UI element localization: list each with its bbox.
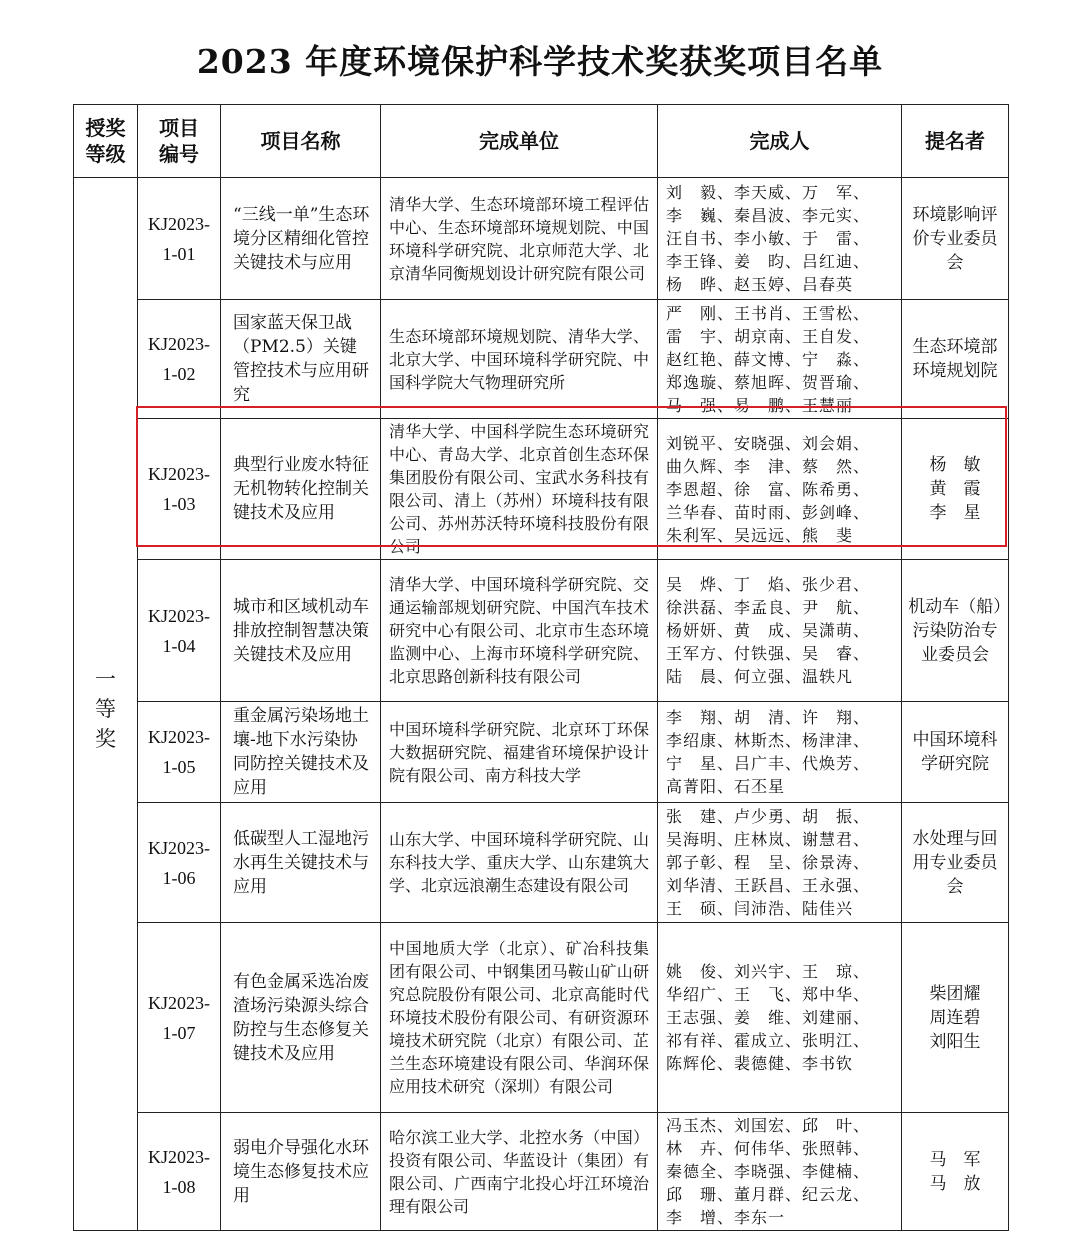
- nominator: 生态环境部环境规划院: [902, 300, 1009, 419]
- nominator: 水处理与回用专业委员会: [902, 803, 1009, 923]
- nominator: 中国环境科学研究院: [902, 702, 1009, 803]
- table-row: [74, 419, 1009, 560]
- completers: 吴 烨、丁 焰、张少君、 徐洪磊、李孟良、尹 航、 杨妍妍、黄 成、吴潇萌、 王军方、付铁强、吴 睿、 陆 晨、何立强、温轶凡: [658, 560, 902, 702]
- header-code: 项目 编号: [138, 105, 221, 178]
- table-row: [74, 560, 1009, 702]
- project-code: KJ2023- 1-04: [138, 560, 221, 702]
- completion-units: 清华大学、中国科学院生态环境研究中心、青岛大学、北京首创生态环保集团股份有限公司、宝武水务科技有限公司、清上（苏州）环境科技有限公司、苏州苏沃特环境科技股份有限公司: [381, 419, 658, 560]
- header-nominator: 提名者: [902, 105, 1009, 178]
- project-name: 低碳型人工湿地污水再生关键技术与应用: [221, 803, 381, 923]
- project-code: KJ2023- 1-03: [138, 419, 221, 560]
- table-row: [74, 300, 1009, 419]
- nominator: 马 军 马 放: [902, 1113, 1009, 1231]
- header-people: 完成人: [658, 105, 902, 178]
- header-unit: 完成单位: [381, 105, 658, 178]
- project-name: 国家蓝天保卫战（PM2.5）关键管控技术与应用研究: [221, 300, 381, 419]
- project-name: 有色金属采选冶废渣场污染源头综合防控与生态修复关键技术及应用: [221, 923, 381, 1113]
- project-code: KJ2023- 1-08: [138, 1113, 221, 1231]
- completers: 刘锐平、安晓强、刘会娟、 曲久辉、李 津、蔡 然、 李恩超、徐 富、陈希勇、 兰华春、苗时雨、彭剑峰、 朱利军、吴远远、熊 斐: [658, 419, 902, 560]
- table-row: [74, 178, 1009, 300]
- award-table: [73, 104, 1009, 1231]
- completion-units: 清华大学、中国环境科学研究院、交通运输部规划研究院、中国汽车技术研究中心有限公司、北京市生态环境监测中心、上海市环境科学研究院、北京思路创新科技有限公司: [381, 560, 658, 702]
- nominator: 机动车（船）污染防治专业委员会: [902, 560, 1009, 702]
- completers: 李 翔、胡 清、许 翔、 李绍康、林斯杰、杨津津、 宁 星、吕广丰、代焕芳、 高菁阳、石丕星: [658, 702, 902, 803]
- project-code: KJ2023- 1-07: [138, 923, 221, 1113]
- header-name: 项目名称: [221, 105, 381, 178]
- completion-units: 清华大学、生态环境部环境工程评估中心、生态环境部环境规划院、中国环境科学研究院、北京师范大学、北京清华同衡规划设计研究院有限公司: [381, 178, 658, 300]
- completers: 冯玉杰、刘国宏、邱 叶、 林 卉、何伟华、张照韩、 秦德全、李晓强、李健楠、 邱 珊、董月群、纪云龙、 李 增、李东一: [658, 1113, 902, 1231]
- project-name: 典型行业废水特征无机物转化控制关键技术及应用: [221, 419, 381, 560]
- table-row: [74, 923, 1009, 1113]
- table-row: [74, 1113, 1009, 1231]
- completers: 张 建、卢少勇、胡 振、 吴海明、庄林岚、谢慧君、 郭子彰、程 呈、徐景涛、 刘华清、王跃昌、王永强、 王 硕、闫沛浩、陆佳兴: [658, 803, 902, 923]
- completion-units: 生态环境部环境规划院、清华大学、北京大学、中国环境科学研究院、中国科学院大气物理研究所: [381, 300, 658, 419]
- table-row: [74, 702, 1009, 803]
- project-name: “三线一单”生态环境分区精细化管控关键技术与应用: [221, 178, 381, 300]
- project-code: KJ2023- 1-05: [138, 702, 221, 803]
- header-row: [74, 105, 1009, 178]
- project-code: KJ2023- 1-01: [138, 178, 221, 300]
- completion-units: 山东大学、中国环境科学研究院、山东科技大学、重庆大学、山东建筑大学、北京远浪潮生态建设有限公司: [381, 803, 658, 923]
- completion-units: 中国环境科学研究院、北京环丁环保大数据研究院、福建省环境保护设计院有限公司、南方科技大学: [381, 702, 658, 803]
- completers: 刘 毅、李天威、万 军、 李 巍、秦昌波、李元实、 汪自书、李小敏、于 雷、 李王锋、姜 昀、吕红迪、 杨 晔、赵玉婷、吕春英: [658, 178, 902, 300]
- project-code: KJ2023- 1-06: [138, 803, 221, 923]
- project-code: KJ2023- 1-02: [138, 300, 221, 419]
- nominator: 柴团耀 周连碧 刘阳生: [902, 923, 1009, 1113]
- project-name: 重金属污染场地土壤-地下水污染协同防控关键技术及应用: [221, 702, 381, 803]
- completion-units: 哈尔滨工业大学、北控水务（中国）投资有限公司、华蓝设计（集团）有限公司、广西南宁北投心圩江环境治理有限公司: [381, 1113, 658, 1231]
- completion-units: 中国地质大学（北京）、矿冶科技集团有限公司、中钢集团马鞍山矿山研究总院股份有限公司、北京高能时代环境技术股份有限公司、有研资源环境技术研究院（北京）有限公司、芷兰生态环境建设有限公司、华润环保应用技术研究（深圳）有限公司: [381, 923, 658, 1113]
- table-row: [74, 803, 1009, 923]
- completers: 姚 俊、刘兴宇、王 琼、 华绍广、王 飞、郑中华、 王志强、姜 维、刘建丽、 祁有祥、霍成立、张明江、 陈辉伦、裴德健、李书钦: [658, 923, 902, 1113]
- nominator: 杨 敏 黄 霞 李 星: [902, 419, 1009, 560]
- document-title: 2023 年度环境保护科学技术奖获奖项目名单: [196, 42, 884, 81]
- nominator: 环境影响评价专业委员会: [902, 178, 1009, 300]
- project-name: 弱电介导强化水环境生态修复技术应用: [221, 1113, 381, 1231]
- project-name: 城市和区域机动车排放控制智慧决策关键技术及应用: [221, 560, 381, 702]
- completers: 严 刚、王书肖、王雪松、 雷 宇、胡京南、王自发、 赵红艳、薛文博、宁 淼、 郑逸璇、蔡旭晖、贺晋瑜、 马 强、易 鹏、王慧丽: [658, 300, 902, 419]
- award-level-cell: 一 等 奖: [74, 178, 138, 1231]
- header-level: 授奖 等级: [74, 105, 138, 178]
